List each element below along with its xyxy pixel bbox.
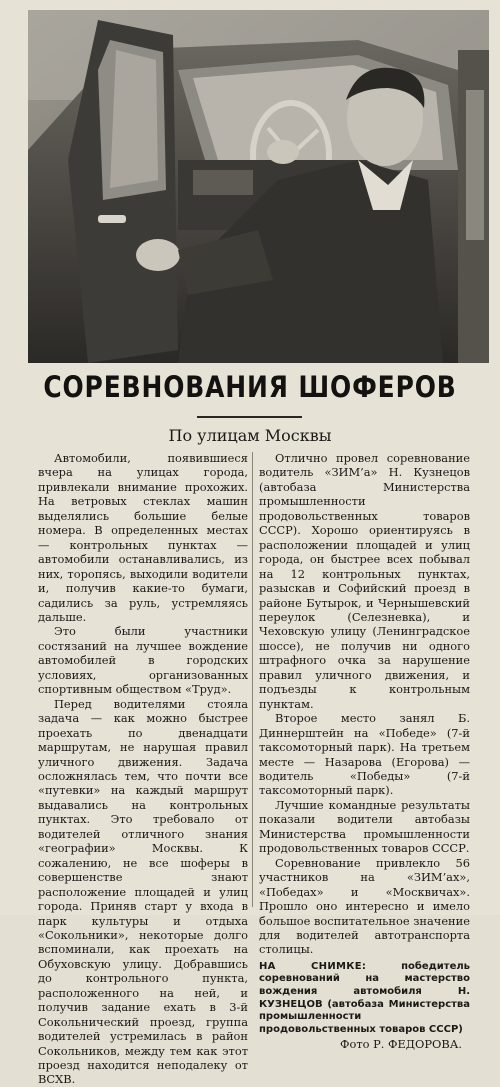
paragraph: Автомобили, появившиеся вчера на улицах города, привлекали внимание прохожих. На ветровых стеклах машин выделялись большие белые номера. В определенных местах — контрольных пунктах — автомобили останавливались, из них, торопясь, выходили водители и, получив какие-то бумаги, садились за руль, устремляясь дальше. [38,451,248,624]
left-column [38,451,248,1087]
article-photo [28,10,489,363]
paragraph: Соревнование привлекло 56 участников на «ЗИМ’ах», «Победах» и «Москвичах». Прошло оно интересно и имело большое воспитательное значение для водителей автотранспорта столицы. [259,855,470,957]
paragraph: Отлично провел соревнование водитель «ЗИМ’а» Н. Кузнецов (автобаза Министерства промышленности продовольственных товаров СССР). Хорошо ориентируясь в расположении площадей и улиц города, он быстрее всех побывал на 12 контрольных пунктах, разыскав и Софийский проезд в районе Бутырок, и Чернышевский переулок (Селезневка), и Чеховскую улицу (Ленинградское шоссе), не получив ни одного штрафного очка за нарушение правил уличного движения, и подъезды к контрольным пунктам. [259,451,470,711]
caption-text: победитель соревнований на мастерство вождения автомобиля Н. КУЗНЕЦОВ (автобаза Министерства промышленности продовольственных товаров СССР) [259,960,470,1035]
column-divider [252,452,253,907]
paragraph: Перед водителями стояла задача — как можно быстрее проехать по двенадцати маршрутам, не нарушая правил уличного движения. Задача осложнялась тем, что почти все «путевки» на каждый маршрут выдавались на контрольных пунктах. Это требовало от водителей отличного знания «географии» Москвы. К сожалению, не все шоферы в совершенстве знают расположение площадей и улиц города. Приняв старт у входа в парк культуры и отдыха «Сокольники», некоторые долго вспоминали, как проехать на Обуховскую улицу. Добравшись до контрольного пункта, расположенного на ней, и получив задание ехать в 3-й Сокольнический проезд, группа водителей устремилась в район Сокольников, между тем как этот проезд находится неподалеку от ВСХВ. [38,696,248,1087]
photo-credit: Фото Р. ФЕДОРОВА. [340,1037,462,1052]
paragraph: Второе место занял Б. Диннерштейн на «Победе» (7-й таксомоторный парк). На третьем месте — Назарова (Егорова) — водитель «Победы» (7-й таксомоторный парк). [259,711,470,798]
headline: СОРЕВНОВАНИЯ ШОФЕРОВ [43,370,457,404]
photo-caption [259,961,470,1037]
caption-lead: НА СНИМКЕ: [259,960,367,972]
photo-driver-in-car [28,10,489,363]
right-column [259,451,470,1052]
paragraph: Лучшие командные результаты показали водители автобазы Министерства промышленности продовольственных товаров СССР. [259,797,470,856]
paragraph: Это были участники состязаний на лучшее вождение автомобилей в городских условиях, организованных спортивным обществом «Труд». [38,624,248,697]
headline-rule [197,416,302,418]
subheadline: По улицам Москвы [168,426,332,445]
